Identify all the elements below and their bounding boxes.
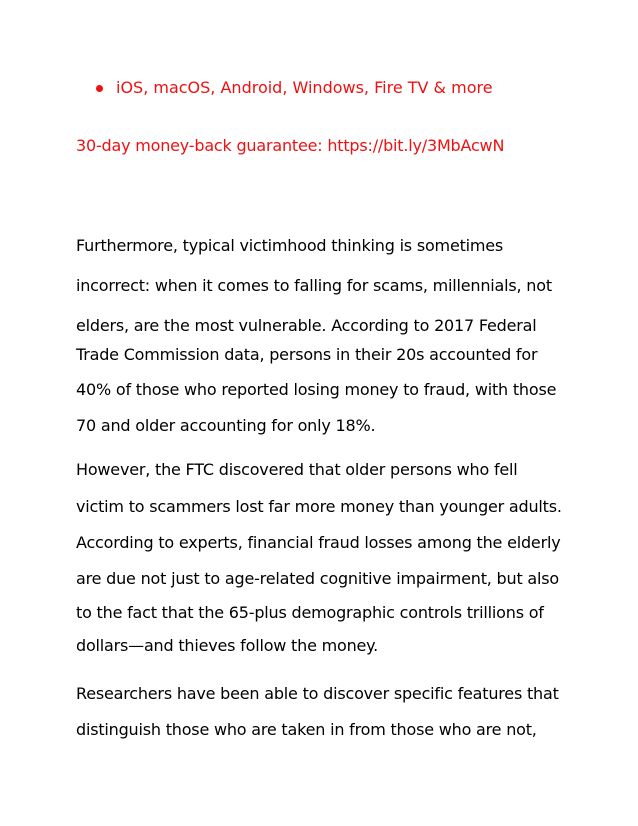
- paragraph-1-line-3: elders, are the most vulnerable. According to 2017 Federal: [76, 316, 537, 335]
- paragraph-2-line-2: victim to scammers lost far more money than younger adults.: [76, 497, 562, 516]
- bullet-item-platforms: iOS, macOS, Android, Windows, Fire TV & more: [116, 78, 493, 97]
- paragraph-2-line-6: dollars—and thieves follow the money.: [76, 636, 379, 655]
- paragraph-1-line-1: Furthermore, typical victimhood thinking is sometimes: [76, 236, 504, 255]
- paragraph-3-line-1: Researchers have been able to discover specific features that: [76, 684, 559, 703]
- paragraph-3-line-2: distinguish those who are taken in from those who are not,: [76, 720, 537, 739]
- paragraph-2-line-5: to the fact that the 65-plus demographic controls trillions of: [76, 603, 544, 622]
- paragraph-1-line-5: 40% of those who reported losing money to fraud, with those: [76, 380, 557, 399]
- paragraph-1-line-6: 70 and older accounting for only 18%.: [76, 416, 376, 435]
- guarantee-line: 30-day money-back guarantee: https://bit.ly/3MbAcwN: [76, 136, 505, 155]
- paragraph-1-line-4: Trade Commission data, persons in their 20s accounted for: [76, 345, 538, 364]
- paragraph-2-line-4: are due not just to age-related cognitive impairment, but also: [76, 569, 559, 588]
- paragraph-2-line-1: However, the FTC discovered that older persons who fell: [76, 460, 518, 479]
- bullet-dot-icon: [96, 85, 103, 92]
- paragraph-2-line-3: According to experts, financial fraud losses among the elderly: [76, 533, 561, 552]
- paragraph-1-line-2: incorrect: when it comes to falling for scams, millennials, not: [76, 276, 552, 295]
